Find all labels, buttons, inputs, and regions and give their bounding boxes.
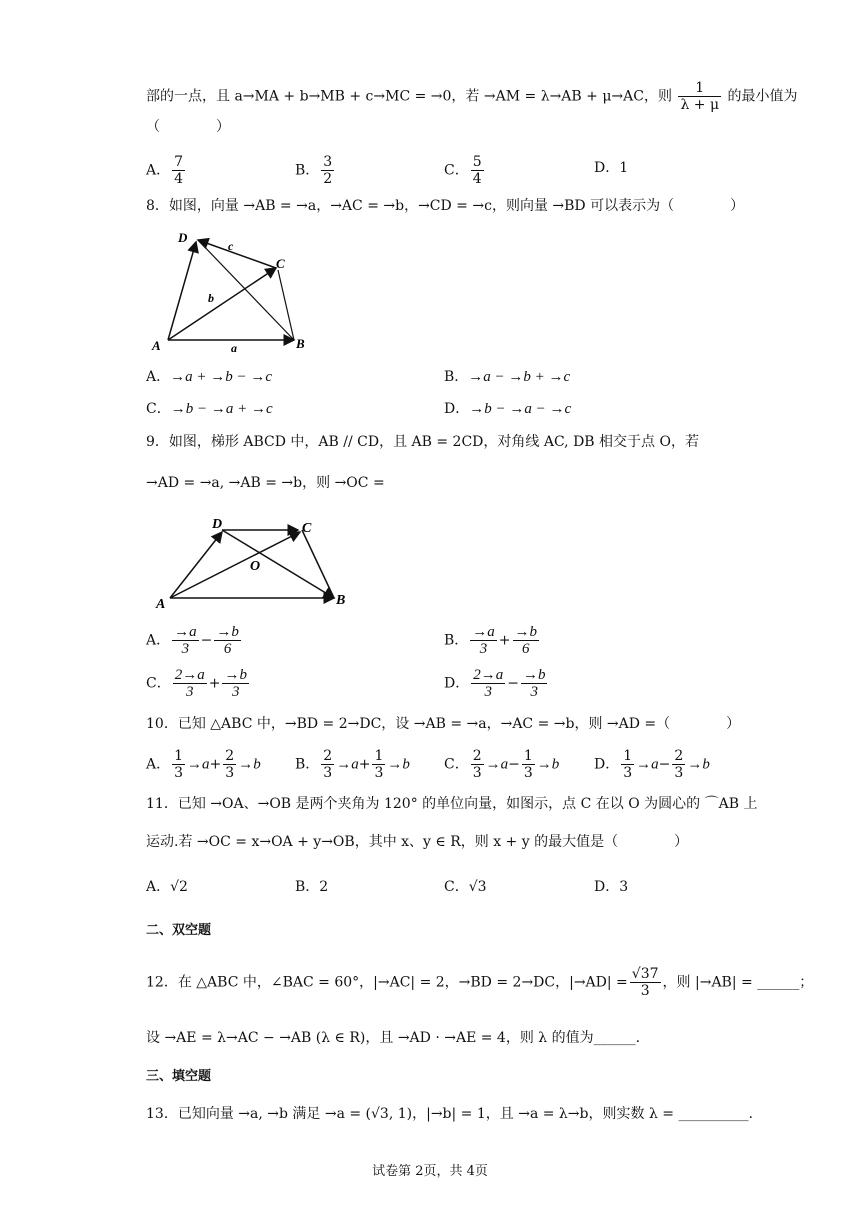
q8-segment-bc	[278, 270, 294, 340]
q9-stem-line1: 9．如图，梯形 ABCD 中，AB // CD，且 AB = 2CD，对角线 AC, DB 相交于点 O，若	[146, 434, 699, 450]
q7-frac-den: λ + μ	[680, 97, 720, 113]
q10-option-a: A． $\frac{1}{3}$ →a+ $\frac{2}{3}$ →b	[146, 748, 261, 781]
q8-label-c-point: C	[276, 256, 285, 271]
section-heading-2: 二、双空题	[146, 923, 212, 938]
q9-option-b: B． $\frac{\to a}{3}$ + $\frac{\to b}{6}$	[444, 624, 538, 657]
q11-option-c: C．√3	[444, 879, 487, 895]
q9-figure	[148, 512, 358, 612]
q8-stem: 8．如图，向量 →AB = →a，→AC = →b，→CD = →c，则向量 →BD 可以表示为（ ）	[146, 198, 745, 214]
q10-option-d: D． $\frac{1}{3}$ →a− $\frac{2}{3}$ →b	[594, 748, 710, 781]
q12-stem-line2: 设 →AE = λ→AC − →AB (λ ∈ R)，且 →AD · →AE = 4，则 λ 的值为______.	[146, 1030, 641, 1046]
q7-fraction	[678, 80, 721, 113]
q9-option-a: A． $\frac{\to a}{3}$ − $\frac{\to b}{6}$	[146, 624, 239, 657]
q8-figure	[148, 228, 323, 356]
q11-option-a: A．√2	[146, 879, 188, 895]
q7-option-c: C． $\frac{5}{4}$	[444, 154, 482, 187]
q7-stem	[146, 80, 798, 113]
q8-label-b: b	[208, 291, 214, 305]
q10-option-c: C． $\frac{2}{3}$ →a− $\frac{1}{3}$ →b	[444, 748, 560, 781]
q8-option-b: B．→a − →b + →c	[444, 369, 571, 385]
q9-label-o: O	[250, 559, 261, 574]
q11-stem-line1: 11．已知 →OA、→OB 是两个夹角为 120° 的单位向量，如图示，点 C 在以 O 为圆心的 ⌒AB 上	[146, 796, 758, 812]
q9-stem-line2: →AD = →a, →AB = →b，则 →OC =	[146, 475, 385, 491]
q8-option-d: D．→b − →a − →c	[444, 401, 572, 417]
section-heading-3: 三、填空题	[146, 1069, 212, 1084]
q11-option-b: B．2	[295, 879, 329, 895]
q9-label-d: D	[212, 517, 223, 532]
q8-option-a: A．→a + →b − →c	[146, 369, 273, 385]
q11-stem-line2: 运动.若 →OC = x→OA + y→OB，其中 x、y ∈ R，则 x + y 的最大值是（ ）	[146, 834, 689, 850]
q8-label-a: a	[231, 341, 237, 355]
q8-label-d-point: D	[178, 230, 188, 245]
q10-option-b: B． $\frac{2}{3}$ →a+ $\frac{1}{3}$ →b	[295, 748, 410, 781]
q9-label-a: A	[156, 597, 166, 612]
q7-paren: （ ）	[146, 119, 230, 135]
q8-option-c: C．→b − →a + →c	[146, 401, 273, 417]
q8-segment-ad	[168, 242, 196, 340]
q9-label-c: C	[302, 521, 312, 536]
q13-stem: 13．已知向量 →a, →b 满足 →a = (√3, 1)，|→b| = 1，且 →a = λ→b，则实数 λ = __________.	[146, 1106, 753, 1122]
q8-label-b-point: B	[296, 336, 305, 351]
q9-option-d: D． $\frac{2\to a}{3}$ − $\frac{\to b}{3}$	[444, 667, 546, 700]
q8-label-a-point: A	[152, 338, 161, 353]
q7-option-a: A． $\frac{7}{4}$	[146, 154, 184, 187]
q9-label-b: B	[336, 593, 346, 608]
q7-stem-tail: 部的一点，且 a→MA + b→MB + c→MC = →0，若 →AM = λ→AB + μ→AC，则	[146, 88, 672, 105]
q9-segment-ad	[170, 532, 222, 598]
q10-stem: 10．已知 △ABC 中，→BD = 2→DC，设 →AB = →a，→AC = →b，则 →AD =（ ）	[146, 716, 741, 732]
q9-option-c: C． $\frac{2\to a}{3}$ + $\frac{\to b}{3}$	[146, 667, 247, 700]
q8-label-c: c	[228, 239, 234, 253]
q7-frac-num: 1	[678, 80, 721, 97]
q7-stem-end: 的最小值为	[727, 88, 798, 105]
q12-stem-line1: 12．在 △ABC 中，∠BAC = 60°，|→AC| = 2，→BD = 2→DC，|→AD| = $\frac{√37}{3}$ ，则 |→AB| = ______；	[146, 966, 814, 999]
q11-option-d: D．3	[594, 879, 629, 895]
q8-vector-c	[198, 240, 276, 268]
q7-option-d: D．1	[594, 160, 629, 176]
q7-option-b: B． $\frac{3}{2}$	[295, 154, 333, 187]
q8-segment-bd	[198, 240, 294, 340]
page-footer: 试卷第 2页，共 4页	[372, 1164, 488, 1179]
